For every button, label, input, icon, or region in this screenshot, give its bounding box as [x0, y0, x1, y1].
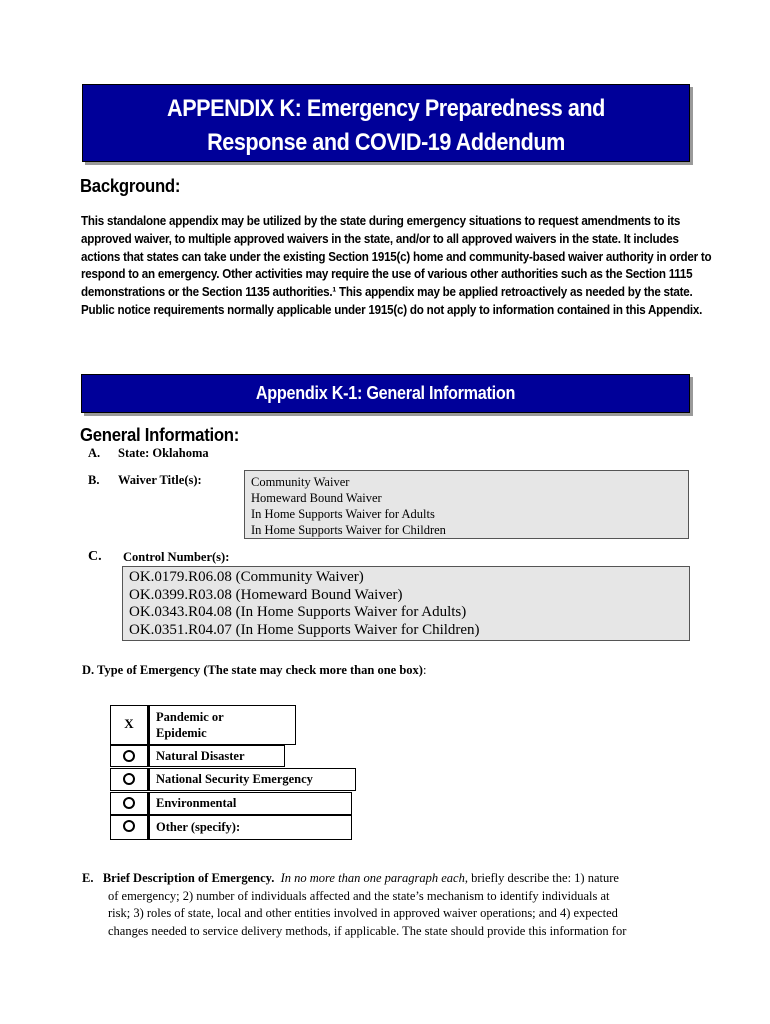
option-national-security [148, 768, 356, 791]
radio-icon [123, 750, 135, 762]
waiver-title-item: In Home Supports Waiver for Adults [251, 507, 435, 521]
option-label: National Security Emergency [156, 772, 313, 786]
radio-icon [123, 773, 135, 785]
emergency-type-colon: : [422, 663, 427, 677]
radio-icon [123, 820, 135, 832]
radio-icon [123, 797, 135, 809]
waiver-titles-field[interactable] [244, 470, 689, 539]
emergency-type-label-text: D. Type of Emergency (The state may check more than one box) [82, 663, 423, 677]
description-instruction: In no more than one paragraph each [280, 871, 465, 885]
waiver-title-item: Community Waiver [251, 475, 350, 489]
control-number-item: OK.0179.R06.08 (Community Waiver) [129, 569, 364, 585]
item-a-letter: A. [88, 446, 101, 460]
national-security-radio[interactable] [110, 768, 148, 791]
option-pandemic [148, 705, 296, 745]
control-number-label: Control Number(s): [123, 550, 230, 564]
option-environmental [148, 792, 352, 815]
description-text: , briefly describe the: 1) nature [464, 871, 619, 885]
waiver-title-label: Waiver Title(s): [118, 473, 202, 487]
checkbox-mark: X [124, 716, 134, 731]
waiver-title-item: In Home Supports Waiver for Children [251, 523, 446, 537]
description-text: risk; 3) roles of state, local and other entities involved in approved waiver operations; and 4) expected [108, 906, 618, 920]
option-label: Environmental [156, 796, 237, 810]
option-label: Natural Disaster [156, 749, 245, 763]
background-heading: Background: [80, 176, 181, 196]
control-number-item: OK.0399.R03.08 (Homeward Bound Waiver) [129, 586, 403, 603]
description-heading: Brief Description of Emergency. [102, 871, 275, 885]
option-natural-disaster [148, 745, 285, 767]
environmental-radio[interactable] [110, 792, 148, 815]
option-label: Pandemic or [156, 710, 224, 724]
general-info-heading: General Information: [80, 425, 240, 445]
item-c-letter: C. [88, 549, 102, 564]
natural-disaster-radio[interactable] [110, 745, 148, 767]
other-radio[interactable] [110, 815, 148, 840]
title-line-1: APPENDIX K: Emergency Preparedness and [167, 95, 605, 122]
option-label: Epidemic [156, 726, 207, 740]
state-label: State: Oklahoma [118, 446, 209, 460]
control-number-item: OK.0351.R04.07 (In Home Supports Waiver for Children) [129, 621, 480, 638]
control-numbers-field[interactable] [122, 566, 690, 641]
waiver-title-item: Homeward Bound Waiver [251, 491, 382, 505]
description-text: changes needed to service delivery methods, if applicable. The state should provide this information for [108, 923, 627, 938]
control-number-item: OK.0343.R04.08 (In Home Supports Waiver for Adults) [129, 604, 467, 620]
background-paragraph: This standalone appendix may be utilized by the state during emergency situations to request amendments to its approved waiver, to multiple approved waivers in the state, and/or to all approved waivers in the state. It includes actions that states can take under the existing Section 1915(c) home and community-based waiver authority in order to respond to an emergency. Other activities may require the use of various other authorities such as the Section 1115 demonstrations or the Section 1135 authorities.¹ This appendix may be applied retroactively as needed by the state. Public notice requirements normally applicable under 1915(c) do not apply to information contained in this Appendix. [81, 214, 712, 317]
page-title [113, 92, 658, 160]
title-line-2: Response and COVID-19 Addendum [207, 129, 565, 156]
item-e-letter: E. [82, 871, 94, 885]
pandemic-checkbox[interactable] [110, 705, 148, 745]
option-label: Other (specify): [156, 820, 241, 834]
section-k1-title: Appendix K-1: General Information [255, 383, 516, 403]
emergency-type-label [82, 663, 426, 678]
option-other [148, 815, 352, 840]
section-k1-header [81, 374, 690, 413]
title-banner [82, 84, 690, 162]
emergency-description-paragraph [82, 870, 692, 940]
description-text: of emergency; 2) number of individuals affected and the state’s mechanism to identify individuals at [108, 888, 610, 903]
item-b-letter: B. [88, 473, 100, 487]
